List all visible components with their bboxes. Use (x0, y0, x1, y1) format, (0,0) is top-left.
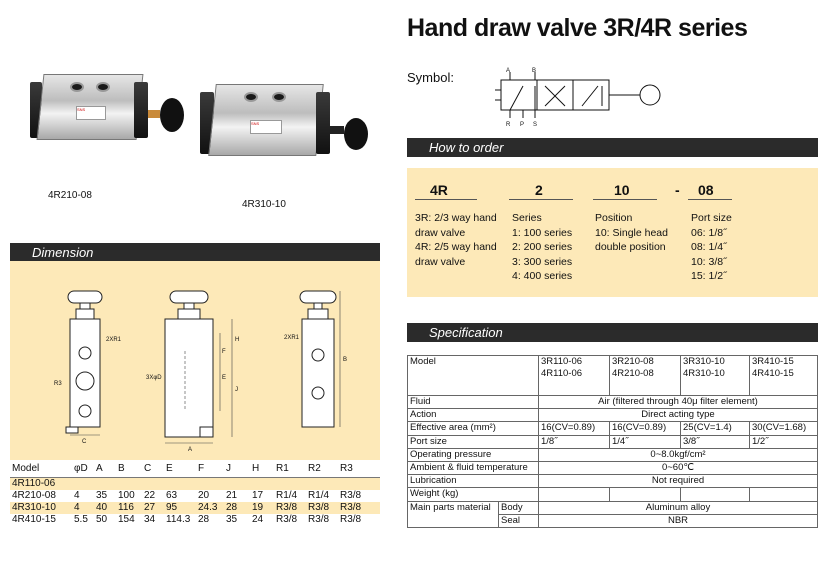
table-header-row (10, 462, 380, 477)
table-cell (116, 477, 142, 490)
spec-row-action (408, 409, 818, 422)
drawing-label-c: C (82, 439, 87, 445)
model-4r: 4R110-06 (541, 368, 583, 379)
table-cell: 100 (118, 489, 135, 501)
table-cell (72, 477, 94, 490)
spec-row-temp (408, 461, 818, 474)
table-cell: R3/8 (274, 502, 306, 514)
table-cell: 24 (252, 513, 264, 525)
spec-value: 16(CV=0.89) (610, 422, 681, 435)
spec-label: Fluid (408, 396, 539, 409)
spec-model-cell (681, 356, 750, 396)
drawing-label-f: F (222, 349, 226, 355)
spec-value: NBR (539, 514, 818, 527)
table-row (10, 502, 380, 514)
table-cell (224, 477, 250, 490)
spec-label: Operating pressure (408, 448, 539, 461)
model-3r: 3R310-10 (683, 356, 725, 367)
spec-value: 1/8˝ (539, 435, 610, 448)
col-header: R3 (338, 462, 380, 477)
product-label (250, 120, 282, 134)
spec-value: Not required (539, 475, 818, 488)
col-header: A (94, 462, 116, 477)
table-cell (94, 477, 116, 490)
table-cell: R3/8 (340, 489, 362, 501)
spec-value: Direct acting type (539, 409, 818, 422)
table-cell: R3/8 (338, 502, 380, 514)
spec-value (539, 488, 610, 501)
drawing-label-j: J (235, 387, 238, 393)
drawing-label-r3: R3 (54, 381, 62, 387)
order-code-position: 10 (614, 182, 630, 198)
spec-value: 1/4˝ (610, 435, 681, 448)
spec-row-model (408, 356, 818, 396)
order-position-desc: Position 10: Single head double position (595, 212, 668, 253)
table-cell: 4 (74, 489, 80, 501)
symbol-label: Symbol: (407, 70, 454, 85)
table-cell: 95 (164, 502, 196, 514)
port-label-p: P (520, 122, 525, 128)
dimension-header (10, 243, 380, 262)
spec-value: Aluminum alloy (539, 501, 818, 514)
dimension-drawing-area (10, 261, 380, 460)
table-cell: 4R210-08 (12, 489, 56, 501)
order-underline (688, 199, 732, 200)
dimension-title: Dimension (32, 245, 94, 260)
drawing-label-2xr1: 2XR1 (106, 337, 122, 343)
table-cell (306, 477, 338, 490)
table-cell (196, 477, 224, 490)
product-photo-4r310 (200, 78, 380, 168)
spec-label: Effective area (mm²) (408, 422, 539, 435)
table-cell: R3/8 (340, 513, 362, 525)
spec-label: Ambient & fluid temperature (408, 461, 539, 474)
table-cell: 50 (96, 513, 108, 525)
product-label (76, 106, 106, 120)
table-cell: R3/8 (308, 513, 330, 525)
table-row (10, 490, 380, 502)
spec-row-pressure (408, 448, 818, 461)
spec-label: Weight (kg) (408, 488, 539, 501)
table-cell: 20 (198, 489, 210, 501)
spec-model-cell (610, 356, 681, 396)
drawing-label-3xd: 3XφD (146, 375, 162, 381)
col-header: F (196, 462, 224, 477)
table-cell (142, 477, 164, 490)
table-cell: 35 (96, 489, 108, 501)
col-header: E (164, 462, 196, 477)
table-row (10, 477, 380, 490)
table-cell: 24.3 (196, 502, 224, 514)
port-label-r: R (506, 122, 511, 128)
spec-row-area (408, 422, 818, 435)
drawing-label-h: H (235, 337, 240, 343)
table-cell: 34 (144, 513, 156, 525)
specification-table (407, 355, 818, 528)
col-header: Model (10, 462, 72, 477)
spec-value: 1/2˝ (750, 435, 818, 448)
table-cell (164, 477, 196, 490)
col-header: φD (72, 462, 94, 477)
spec-label: Lubrication (408, 475, 539, 488)
col-header: C (142, 462, 164, 477)
specification-title: Specification (429, 325, 503, 340)
spec-value: 30(CV=1.68) (750, 422, 818, 435)
table-cell: 27 (142, 502, 164, 514)
table-cell: 28 (224, 502, 250, 514)
col-header: R2 (306, 462, 338, 477)
order-code-series: 2 (535, 182, 543, 198)
table-cell: 40 (94, 502, 116, 514)
table-cell: 4 (72, 502, 94, 514)
model-4r: 4R210-08 (612, 368, 654, 379)
table-cell: 19 (250, 502, 274, 514)
spec-label: Action (408, 409, 539, 422)
table-cell: 4R410-15 (12, 513, 56, 525)
order-code-type: 4R (430, 182, 448, 198)
how-to-order-title: How to order (429, 140, 504, 155)
port-label-s: S (533, 122, 538, 128)
order-series-desc: Series 1: 100 series 2: 200 series 3: 300 series 4: 400 series (512, 212, 573, 282)
dimension-drawings (10, 261, 380, 460)
order-code-dash: - (675, 182, 680, 198)
how-to-order-header (407, 138, 818, 157)
table-cell: 154 (118, 513, 135, 525)
model-3r: 3R110-06 (541, 356, 583, 367)
col-header: R1 (274, 462, 306, 477)
spec-value: 0~60℃ (539, 461, 818, 474)
spec-value (610, 488, 681, 501)
table-row (10, 514, 380, 526)
model-3r: 3R410-15 (752, 356, 794, 367)
product-photo-4r210 (30, 68, 190, 153)
spec-row-lube (408, 475, 818, 488)
table-cell: 114.3 (166, 513, 191, 525)
table-cell: 116 (116, 502, 142, 514)
table-cell: R3/8 (276, 513, 298, 525)
table-cell: R3/8 (306, 502, 338, 514)
spec-model-cell (539, 356, 610, 396)
table-cell: 63 (166, 489, 178, 501)
order-underline (593, 199, 657, 200)
dimension-table (10, 462, 380, 526)
brand-text: SNS (77, 107, 86, 112)
table-cell (274, 477, 306, 490)
table-cell: 21 (226, 489, 238, 501)
drawing-label-e: E (222, 375, 227, 381)
col-header: H (250, 462, 274, 477)
model-3r: 3R210-08 (612, 356, 654, 367)
table-cell: R1/4 (276, 489, 298, 501)
port-label-a: A (506, 68, 511, 74)
model-4r: 4R310-10 (683, 368, 725, 379)
photo-caption-4r310: 4R310-10 (242, 199, 286, 210)
table-cell: 4R110-06 (10, 477, 72, 490)
spec-sublabel: Body (499, 501, 539, 514)
col-header: J (224, 462, 250, 477)
drawing-label-a: A (188, 447, 193, 453)
order-underline (509, 199, 573, 200)
spec-row-fluid (408, 396, 818, 409)
model-4r: 4R410-15 (752, 368, 794, 379)
order-code-box (407, 168, 818, 297)
port-label-b: B (532, 68, 537, 74)
table-cell: 17 (252, 489, 264, 501)
spec-row-weight (408, 488, 818, 501)
spec-value: 3/8˝ (681, 435, 750, 448)
spec-model-cell (750, 356, 818, 396)
spec-value (681, 488, 750, 501)
page-title: Hand draw valve 3R/4R series (407, 14, 748, 42)
spec-label: Model (408, 356, 539, 396)
order-type-desc: 3R: 2/3 way hand draw valve 4R: 2/5 way hand draw valve (415, 212, 497, 268)
order-underline (415, 199, 477, 200)
specification-header (407, 323, 818, 342)
table-cell: 5.5 (74, 513, 88, 525)
spec-value: 0~8.0kgf/cm² (539, 448, 818, 461)
spec-value: 25(CV=1.4) (681, 422, 750, 435)
table-cell: R1/4 (308, 489, 330, 501)
table-cell: 28 (198, 513, 210, 525)
table-cell: 22 (144, 489, 156, 501)
brand-text: SNS (251, 121, 260, 126)
col-header: B (116, 462, 142, 477)
table-cell (338, 477, 380, 490)
photo-caption-4r210: 4R210-08 (48, 190, 92, 201)
order-code-port: 08 (698, 182, 714, 198)
spec-row-port (408, 435, 818, 448)
spec-label: Main parts material (408, 501, 499, 527)
spec-sublabel: Seal (499, 514, 539, 527)
spec-value: Air (filtered through 40μ filter element) (539, 396, 818, 409)
drawing-label-b: B (343, 357, 348, 363)
spec-row-body (408, 501, 818, 514)
spec-value: 16(CV=0.89) (539, 422, 610, 435)
valve-symbol-diagram (490, 66, 670, 130)
table-cell (250, 477, 274, 490)
table-cell: 4R310-10 (10, 502, 72, 514)
spec-value (750, 488, 818, 501)
table-cell: 35 (226, 513, 238, 525)
spec-label: Port size (408, 435, 539, 448)
order-port-desc: Port size 06: 1/8˝ 08: 1/4˝ 10: 3/8˝ 15: 1/2˝ (691, 212, 732, 282)
drawing-label-2xr1-side: 2XR1 (284, 335, 300, 341)
